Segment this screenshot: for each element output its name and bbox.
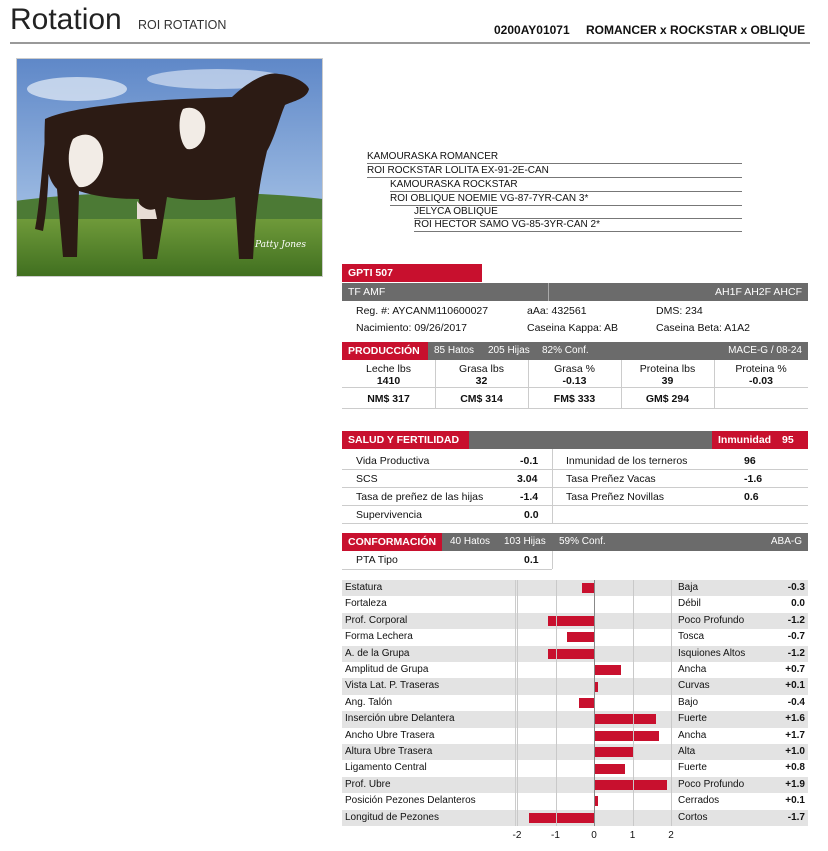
axis-tick-label: 0: [591, 830, 597, 841]
trait-descriptor: Poco Profundo: [678, 614, 745, 626]
trait-descriptor: Débil: [678, 598, 701, 610]
header-divider: [10, 42, 810, 44]
index-fm: FM$ 333: [553, 393, 596, 405]
health-left-label-2: Tasa de preñez de las hijas: [356, 491, 484, 503]
trait-label: Estatura: [345, 582, 383, 593]
health-left-value-1: 3.04: [517, 473, 538, 485]
trait-descriptor: Fuerte: [678, 713, 707, 725]
trait-value: 0.0: [791, 598, 805, 610]
trait-descriptor: Poco Profundo: [678, 778, 745, 790]
trait-label: Ancho Ubre Trasera: [345, 729, 435, 741]
trait-descriptor: Cortos: [678, 811, 708, 823]
axis-tick-label: -1: [551, 830, 560, 841]
dms-code: DMS: 234: [656, 305, 703, 317]
prod-protein-value: 39: [661, 375, 674, 387]
bull-name: Rotation: [10, 3, 122, 36]
axis-tick-label: -2: [512, 830, 522, 841]
pta-type-label: PTA Tipo: [356, 554, 398, 566]
trait-label: A. de la Grupa: [345, 647, 410, 659]
prod-proteinpct-label: Proteina %: [735, 363, 787, 375]
trait-descriptor: Bajo: [678, 696, 699, 708]
trait-descriptor: Alta: [678, 746, 696, 757]
immunity-value: 95: [782, 434, 794, 446]
pedigree-mmgd: ROI HECTOR SAMO VG-85-3YR-CAN 2*: [414, 218, 742, 232]
conformation-source: ABA-G: [770, 536, 802, 547]
prod-milk-value: 1410: [376, 375, 401, 387]
health-right-value-0: 96: [744, 455, 756, 467]
pedigree-summary: ROMANCER x ROCKSTAR x OBLIQUE: [586, 23, 806, 37]
trait-descriptor: Baja: [678, 582, 699, 593]
trait-value: -1.7: [787, 811, 805, 823]
bull-photo: [16, 58, 323, 277]
conformation-daughters: 103 Hijas: [504, 536, 546, 547]
registration-number: Reg. #: AYCANM110600027: [356, 305, 489, 317]
production-source: MACE-G / 08-24: [728, 345, 802, 356]
pedigree-mmgs: JELYCA OBLIQUE: [414, 205, 742, 219]
trait-label: Prof. Corporal: [345, 614, 408, 626]
tf-bar: [342, 283, 808, 301]
axis-tick-label: 1: [629, 830, 636, 841]
health-right-label-2: Tasa Preñez Novillas: [566, 491, 665, 503]
production-title: PRODUCCIÓN: [342, 342, 428, 360]
bull-code: 0200AY01071: [494, 23, 570, 37]
birth-date: Nacimiento: 09/26/2017: [356, 322, 467, 334]
health-left-value-0: -0.1: [520, 455, 539, 467]
plot-frame: [515, 580, 745, 826]
pedigree-dam: ROI ROCKSTAR LOLITA EX-91-2E-CAN: [367, 164, 742, 178]
pedigree-mgs: KAMOURASKA ROCKSTAR: [390, 178, 742, 192]
axis-tick-label: 2: [668, 830, 674, 841]
trait-value: +1.0: [785, 746, 805, 757]
index-nm: NM$ 317: [367, 393, 410, 405]
trait-label: Prof. Ubre: [345, 778, 391, 790]
trait-label: Ligamento Central: [345, 762, 427, 774]
prod-fatpct-label: Grasa %: [554, 363, 595, 375]
trait-label: Inserción ubre Delantera: [345, 713, 455, 725]
conformation-confidence: 59% Conf.: [559, 536, 606, 547]
trait-value: -0.4: [787, 696, 805, 708]
index-gm: GM$ 294: [645, 393, 690, 405]
trait-descriptor: Isquiones Altos: [678, 647, 746, 659]
production-header: [342, 342, 808, 360]
trait-label: Amplitud de Grupa: [345, 664, 429, 675]
trait-descriptor: Fuerte: [678, 762, 707, 774]
health-right-value-2: 0.6: [744, 491, 759, 503]
haplotype-label: AH1F AH2F AHCF: [715, 286, 802, 298]
trait-value: -1.2: [787, 647, 805, 659]
trait-value: -1.2: [787, 614, 805, 626]
trait-value: +1.7: [785, 729, 805, 741]
prod-fat-label: Grasa lbs: [459, 363, 504, 375]
conformation-header: [342, 533, 808, 551]
trait-descriptor: Ancha: [678, 729, 707, 741]
gpti-badge: GPTI 507: [342, 264, 482, 282]
prod-fat-value: 32: [475, 375, 488, 387]
prod-proteinpct-value: -0.03: [749, 375, 773, 387]
health-right-label-1: Tasa Preñez Vacas: [566, 473, 656, 485]
prod-protein-label: Proteina lbs: [639, 363, 696, 375]
prod-milk-label: Leche lbs: [366, 363, 411, 375]
trait-value: -0.3: [787, 582, 805, 593]
conformation-title: CONFORMACIÓN: [342, 533, 442, 551]
trait-descriptor: Tosca: [678, 631, 705, 643]
trait-value: -0.7: [787, 631, 805, 643]
trait-label: Altura Ubre Trasera: [345, 746, 433, 757]
health-left-label-0: Vida Productiva: [356, 455, 430, 467]
health-left-label-3: Supervivencia: [356, 509, 422, 521]
trait-value: +0.7: [785, 664, 805, 675]
trait-label: Ang. Talón: [345, 696, 393, 708]
tf-label: TF AMF: [348, 286, 386, 298]
trait-descriptor: Curvas: [678, 680, 710, 692]
conformation-herds: 40 Hatos: [450, 536, 491, 547]
trait-value: +1.9: [785, 778, 805, 790]
trait-descriptor: Ancha: [678, 664, 707, 675]
prod-fatpct-value: -0.13: [562, 375, 587, 387]
photo-credit: Patty Jones: [255, 240, 306, 250]
aaa-code: aAa: 432561: [527, 305, 587, 317]
trait-label: Posición Pezones Delanteros: [345, 795, 476, 807]
trait-value: +0.1: [785, 680, 805, 692]
pta-type-value: 0.1: [524, 554, 539, 566]
immunity-badge: [712, 431, 808, 449]
trait-label: Longitud de Pezones: [345, 811, 439, 823]
health-title: SALUD Y FERTILIDAD: [342, 431, 469, 449]
immunity-label: Inmunidad: [718, 434, 772, 446]
trait-label: Vista Lat. P. Traseras: [345, 680, 440, 692]
trait-value: +0.1: [785, 795, 805, 807]
health-left-label-1: SCS: [356, 473, 378, 485]
trait-value: +1.6: [785, 713, 805, 725]
health-right-label-0: Inmunidad de los terneros: [566, 455, 688, 467]
kappa-casein: Caseina Kappa: AB: [527, 322, 619, 334]
health-right-value-1: -1.6: [744, 473, 763, 485]
trait-value: +0.8: [785, 762, 805, 774]
index-cm: CM$ 314: [460, 393, 503, 405]
bull-full-name: ROI ROTATION: [138, 18, 227, 32]
trait-label: Forma Lechera: [345, 631, 413, 643]
pedigree-mgd: ROI OBLIQUE NOEMIE VG-87-7YR-CAN 3*: [390, 192, 742, 206]
health-header: [342, 431, 808, 449]
production-herds: 85 Hatos: [434, 345, 475, 356]
tf-divider: [548, 283, 549, 301]
trait-descriptor: Cerrados: [678, 795, 720, 807]
health-left-value-3: 0.0: [524, 509, 539, 521]
health-left-value-2: -1.4: [520, 491, 539, 503]
production-daughters: 205 Hijas: [488, 345, 530, 356]
production-confidence: 82% Conf.: [542, 345, 589, 356]
trait-label: Fortaleza: [345, 598, 387, 610]
beta-casein: Caseina Beta: A1A2: [656, 322, 750, 334]
pedigree-sire: KAMOURASKA ROMANCER: [367, 150, 742, 164]
